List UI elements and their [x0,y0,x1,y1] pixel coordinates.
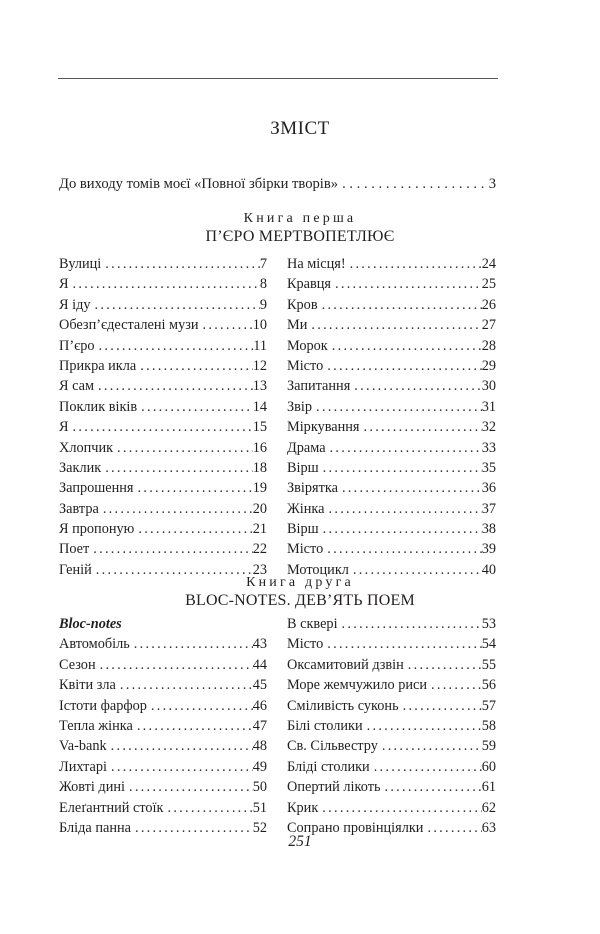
leader-dots [367,716,482,736]
book2-heading [0,574,600,610]
toc-entry-page: 61 [481,779,496,796]
toc-entry[interactable] [287,438,496,458]
toc-entry[interactable] [59,254,267,274]
toc-entry-intro[interactable] [59,176,496,193]
toc-entry[interactable] [287,356,496,376]
toc-entry[interactable] [287,315,496,335]
toc-entry-page: 9 [259,296,267,313]
toc-entry-page: 55 [481,656,496,673]
toc-entry-page: 21 [252,521,267,538]
leader-dots [323,519,482,539]
book2-left-column [59,614,267,838]
leader-dots [329,499,482,519]
toc-entry[interactable] [59,478,267,498]
leader-dots [120,675,253,695]
leader-dots [95,295,260,315]
toc-entry[interactable] [59,417,267,437]
leader-dots [323,458,482,478]
toc-entry-title: Автомобіль [59,636,130,653]
toc-entry[interactable] [59,757,267,777]
toc-entry-page: 22 [252,541,267,558]
header-rule [58,78,498,79]
toc-entry-title: Я іду [59,296,91,313]
leader-dots [311,315,481,335]
toc-entry-page: 49 [252,758,267,775]
toc-entry-page: 51 [252,799,267,816]
toc-entry-title: Місто [287,636,324,653]
leader-dots [129,777,253,797]
leader-dots [111,736,253,756]
toc-entry-page: 15 [252,419,267,436]
toc-entry-title: Звір [287,398,313,415]
toc-entry-page: 16 [252,439,267,456]
toc-entry-page: 18 [252,459,267,476]
book2-right-column [287,614,496,838]
leader-dots [151,696,253,716]
leader-dots [342,176,489,193]
leader-dots [93,539,252,559]
toc-entry-title: Опертий лікоть [287,779,381,796]
toc-entry-title: Вірш [287,521,319,538]
toc-entry-page: 8 [259,276,267,293]
toc-entry[interactable] [287,397,496,417]
toc-entry[interactable] [287,757,496,777]
page-title: ЗМІСТ [270,118,330,139]
toc-entry-title: Поклик віків [59,398,138,415]
toc-entry-page: 60 [481,758,496,775]
toc-entry[interactable] [287,254,496,274]
leader-dots [374,757,482,777]
book2-left-list [59,634,267,838]
toc-entry-title: Бліді столики [287,758,370,775]
toc-entry[interactable] [59,519,267,539]
toc-entry-title: Мотоцикл [287,561,349,578]
leader-dots [100,655,253,675]
toc-entry-page: 25 [481,276,496,293]
toc-entry[interactable] [59,716,267,736]
leader-dots [354,376,481,396]
toc-entry-title: Міркування [287,419,360,436]
leader-dots [322,295,482,315]
toc-entry-page: 36 [481,480,496,497]
leader-dots [327,539,481,559]
leader-dots [327,634,481,654]
toc-entry-title: Заклик [59,459,102,476]
leader-dots [73,417,253,437]
leader-dots [137,716,253,736]
toc-entry-title: В сквері [287,616,338,632]
leader-dots [203,315,253,335]
toc-entry-page: 47 [252,717,267,734]
toc-entry-page: 56 [481,677,496,694]
toc-entry-page: 54 [481,636,496,653]
leader-dots [350,254,482,274]
toc-entry-page: 53 [481,616,496,632]
toc-entry-page: 35 [481,459,496,476]
toc-entry-page: 44 [252,656,267,673]
toc-entry-page: 63 [481,819,496,836]
toc-entry[interactable] [59,736,267,756]
toc-entry-page: 23 [252,561,267,578]
toc-entry-title: Запрошення [59,480,134,497]
leader-dots [364,417,482,437]
book2-label: Книга друга [246,575,354,590]
toc-entry[interactable] [287,458,496,478]
leader-dots [342,478,482,498]
toc-entry-title: Запитання [287,378,351,395]
leader-dots [105,458,253,478]
toc-entry-page: 32 [481,419,496,436]
toc-entry-page: 43 [252,636,267,653]
toc-entry-title: На місця! [287,256,346,272]
leader-dots [141,397,253,417]
toc-entry-page: 11 [253,337,267,354]
leader-dots [140,356,252,376]
toc-entry-title: Обезп’єдесталені музи [59,317,199,334]
toc-entry-page: 46 [252,697,267,714]
leader-dots [105,254,260,274]
toc-entry[interactable] [59,336,267,356]
toc-entry-title: Лихтарі [59,758,108,775]
page-number: 251 [288,833,312,850]
leader-dots [403,696,482,716]
toc-entry-page: 52 [252,819,267,836]
toc-entry-title: Хлопчик [59,439,114,456]
leader-dots [73,274,260,294]
leader-dots [322,798,481,818]
toc-entry-page: 19 [252,480,267,497]
toc-entry-title: Крик [287,799,319,816]
toc-entry-title: Кров [287,296,318,313]
toc-entry-page: 13 [252,378,267,395]
toc-entry[interactable] [59,376,267,396]
toc-entry-page: 33 [481,439,496,456]
toc-entry-title: Море жемчужило риси [287,677,427,694]
leader-dots [167,798,252,818]
book1-right-column [287,254,496,580]
leader-dots [408,655,482,675]
toc-entry[interactable] [287,499,496,519]
leader-dots [342,614,482,634]
toc-entry-title: Квіти зла [59,677,116,694]
toc-entry-title: Кравця [287,276,332,293]
leader-dots [117,438,253,458]
toc-entry-title: Прикра икла [59,357,137,374]
toc-entry-title: До виходу томів моєї «Повної збірки творів» [59,176,339,192]
toc-entry[interactable] [59,777,267,797]
toc-entry-title: Місто [287,541,324,558]
toc-entry-page: 37 [481,500,496,517]
toc-entry-page: 39 [481,541,496,558]
toc-entry-title: Оксамитовий дзвін [287,656,404,673]
toc-entry-title: Сміливість суконь [287,697,399,714]
toc-entry-title: Завтра [59,500,99,517]
leader-dots [134,634,253,654]
toc-entry[interactable] [59,499,267,519]
toc-entry[interactable] [287,655,496,675]
book2-name: BLOC-NOTES. ДЕВ’ЯТЬ ПОЕМ [185,592,415,609]
toc-entry-page: 20 [252,500,267,517]
leader-dots [138,519,252,539]
toc-entry-title: Звірятка [287,480,338,497]
toc-entry[interactable] [287,417,496,437]
toc-entry-title: Св. Сільвестру [287,738,378,755]
toc-entry-page: 27 [481,317,496,334]
toc-entry-page: 62 [481,799,496,816]
toc-entry[interactable] [287,696,496,716]
leader-dots [111,757,253,777]
toc-entry-page: 50 [252,779,267,796]
toc-entry[interactable] [59,458,267,478]
leader-dots [335,274,482,294]
leader-dots [332,336,482,356]
toc-entry[interactable] [287,274,496,294]
toc-entry[interactable] [59,295,267,315]
toc-entry[interactable] [59,634,267,654]
toc-entry-page: 45 [252,677,267,694]
toc-entry-page: 28 [481,337,496,354]
toc-entry-title: Я [59,419,69,436]
toc-entry-page: 14 [252,398,267,415]
toc-entry[interactable] [59,675,267,695]
leader-dots [98,376,253,396]
toc-entry-title: Драма [287,439,326,456]
leader-dots [330,438,482,458]
toc-entry[interactable] [287,376,496,396]
toc-entry[interactable] [287,539,496,559]
leader-dots [99,336,254,356]
toc-entry-title: Елеґантний стоїк [59,799,164,816]
toc-entry-title: Я сам [59,378,95,395]
toc-entry-page: 24 [481,256,496,272]
toc-entry[interactable] [59,539,267,559]
leader-dots [431,675,482,695]
toc-entry[interactable] [287,798,496,818]
toc-entry[interactable] [287,614,496,634]
toc-entry-page: 38 [481,521,496,538]
toc-entry-title: Я пропоную [59,521,135,538]
toc-entry-title: П’єро [59,337,95,354]
toc-entry-page: 48 [252,738,267,755]
leader-dots [316,397,482,417]
leader-dots [327,356,481,376]
toc-entry-title: Істоти фарфор [59,697,147,714]
leader-dots [384,777,481,797]
book1-name: П’ЄРО МЕРТВОПЕТЛЮЄ [205,228,395,245]
toc-entry[interactable] [287,716,496,736]
toc-entry[interactable] [59,438,267,458]
leader-dots [138,478,253,498]
toc-entry-page: 29 [481,357,496,374]
toc-entry[interactable] [287,675,496,695]
toc-entry-page: 12 [252,357,267,374]
toc-entry-title: Місто [287,357,324,374]
toc-entry[interactable] [287,519,496,539]
toc-entry-title: Жовті дині [59,779,125,796]
toc-entry[interactable] [59,356,267,376]
book1-label: Книга перша [243,211,357,226]
book1-heading [0,210,600,246]
toc-entry-page: 3 [488,176,496,192]
toc-entry-title: Вулиці [59,256,102,272]
toc-entry-title: Геній [59,561,92,578]
toc-entry-title: Va-bank [59,738,107,755]
toc-entry[interactable] [287,478,496,498]
toc-entry-page: 7 [259,256,267,272]
toc-entry-title: Морок [287,337,328,354]
toc-entry-page: 10 [252,317,267,334]
toc-entry[interactable] [59,655,267,675]
toc-entry[interactable] [59,696,267,716]
toc-entry-page: 57 [481,697,496,714]
toc-entry-title: Тепла жінка [59,717,133,734]
toc-entry-page: 58 [481,717,496,734]
subsection-title: Bloc-notes [59,616,122,632]
toc-entry[interactable] [59,274,267,294]
toc-entry[interactable] [59,397,267,417]
toc-entry[interactable] [287,336,496,356]
toc-entry[interactable] [59,798,267,818]
toc-entry[interactable] [287,777,496,797]
leader-dots [103,499,253,519]
book1-left-column [59,254,267,580]
leader-dots [382,736,482,756]
toc-entry[interactable] [59,315,267,335]
toc-entry-title: Білі столики [287,717,363,734]
toc-entry-page: 31 [481,398,496,415]
toc-entry-title: Бліда панна [59,819,131,836]
toc-entry[interactable] [287,736,496,756]
toc-entry-page: 59 [481,738,496,755]
toc-entry-page: 40 [481,561,496,578]
toc-entry-title: Ми [287,317,308,334]
toc-entry-title: Я [59,276,69,293]
toc-entry-title: Сопрано провінціялки [287,819,424,836]
toc-entry-title: Сезон [59,656,96,673]
toc-entry-title: Жінка [287,500,325,517]
toc-entry-title: Вірш [287,459,319,476]
toc-entry[interactable] [287,634,496,654]
toc-entry[interactable] [287,295,496,315]
toc-entry-page: 26 [481,296,496,313]
toc-entry-title: Поет [59,541,90,558]
toc-entry-page: 30 [481,378,496,395]
